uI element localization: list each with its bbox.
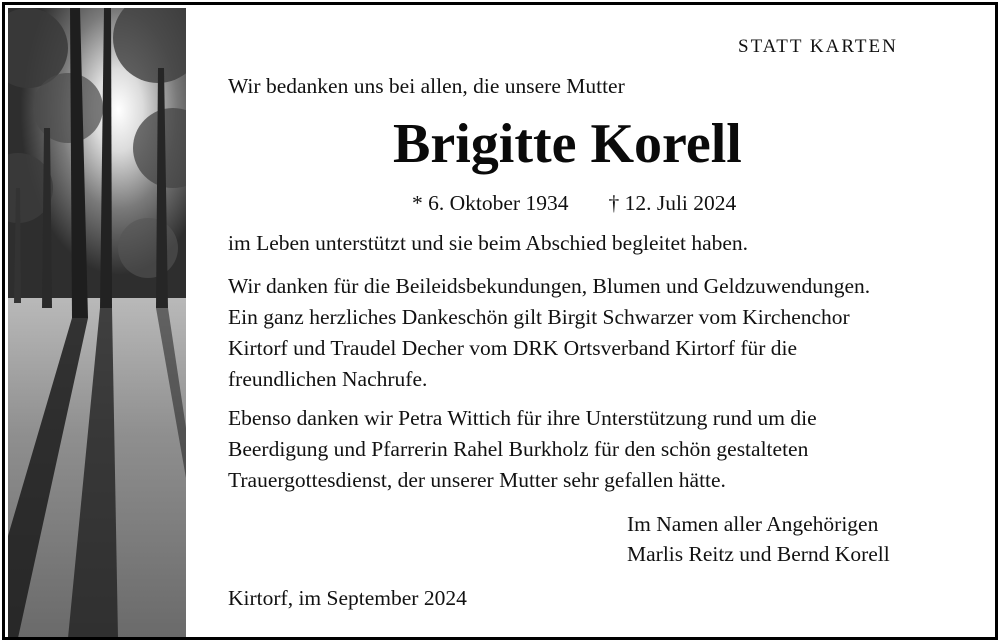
paragraph-line: Trauergottesdienst, der unserer Mutter sehr gefallen hätte. [228, 468, 726, 492]
paragraph-line: Beerdigung und Pfarrerin Rahel Burkholz für den schön gestalteten [228, 437, 809, 461]
paragraph-line: Ebenso danken wir Petra Wittich für ihre Unterstützung rund um die [228, 406, 817, 430]
birth-date: * 6. Oktober 1934 [412, 191, 569, 215]
signature-line: Im Namen aller Angehörigen [627, 512, 879, 536]
deceased-name: Brigitte Korell [393, 113, 742, 175]
life-dates [412, 191, 736, 216]
statt-karten-header: STATT KARTEN [738, 36, 898, 57]
paragraph-line: Ein ganz herzliches Dankeschön gilt Birgit Schwarzer vom Kirchenchor [228, 305, 850, 329]
paragraph-line: Wir danken für die Beileidsbekundungen, Blumen und Geldzuwendungen. [228, 274, 871, 298]
tree-park-photo [8, 8, 186, 638]
paragraph-line: Kirtorf und Traudel Decher vom DRK Ortsverband Kirtorf für die [228, 336, 798, 360]
place-date: Kirtorf, im September 2024 [228, 586, 467, 610]
body-line: im Leben unterstützt und sie beim Abschied begleitet haben. [228, 231, 749, 255]
signature-names: Marlis Reitz und Bernd Korell [627, 542, 890, 566]
intro-text: Wir bedanken uns bei allen, die unsere Mutter [228, 74, 625, 98]
paragraph-line: freundlichen Nachrufe. [228, 367, 428, 391]
death-date: † 12. Juli 2024 [608, 191, 737, 215]
